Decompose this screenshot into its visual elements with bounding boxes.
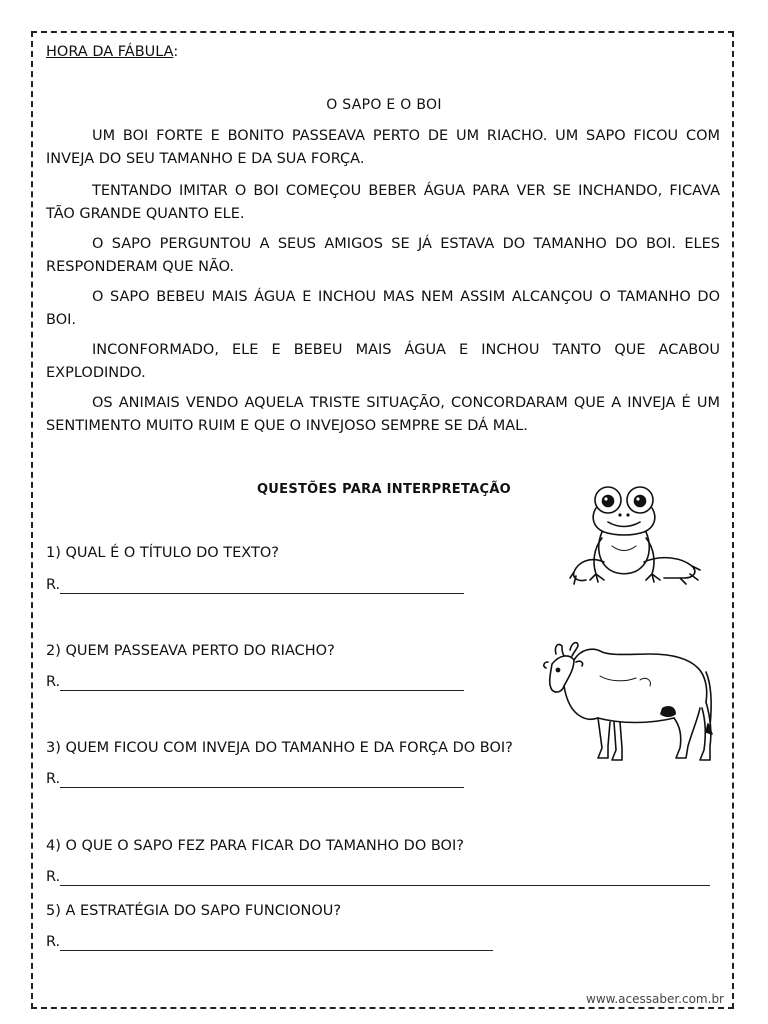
question-4: 4) O QUE O SAPO FEZ PARA FICAR DO TAMANHO DO BOI? (46, 838, 464, 854)
question-1: 1) QUAL É O TÍTULO DO TEXTO? (46, 545, 279, 561)
footer-site: www.acessaber.com.br (586, 992, 724, 1006)
story-paragraph-1: UM BOI FORTE E BONITO PASSEAVA PERTO DE UM RIACHO. UM SAPO FICOU COM INVEJA DO SEU TAMANHO E DA SUA FORÇA. (46, 128, 720, 167)
story-paragraph-5: INCONFORMADO, ELE E BEBEU MAIS ÁGUA E INCHOU TANTO QUE ACABOU EXPLODINDO. (46, 342, 720, 381)
question-5: 5) A ESTRATÉGIA DO SAPO FUNCIONOU? (46, 903, 342, 919)
story-paragraph-6: OS ANIMAIS VENDO AQUELA TRISTE SITUAÇÃO, CONCORDARAM QUE A INVEJA É UM SENTIMENTO MUITO RUIM E QUE O INVEJOSO SEMPRE SE DÁ MAL. (46, 395, 720, 434)
answer-prefix: R. (46, 771, 61, 787)
frog-illustration (568, 482, 704, 588)
story-title: O SAPO E O BOI (326, 97, 442, 113)
answer-prefix: R. (46, 577, 61, 593)
question-2: 2) QUEM PASSEAVA PERTO DO RIACHO? (46, 643, 335, 659)
header-colon: : (173, 44, 179, 60)
questions-title: QUESTÕES PARA INTERPRETAÇÃO (256, 482, 512, 497)
answer-line-3[interactable] (46, 771, 464, 788)
answer-prefix: R. (46, 934, 61, 950)
answer-line-5[interactable] (46, 934, 493, 951)
answer-prefix: R. (46, 674, 61, 690)
answer-prefix: R. (46, 869, 61, 885)
ox-illustration (540, 636, 715, 764)
answer-line-2[interactable] (46, 674, 464, 691)
header-label: HORA DA FÁBULA (46, 44, 174, 60)
question-3: 3) QUEM FICOU COM INVEJA DO TAMANHO E DA FORÇA DO BOI? (46, 740, 513, 756)
story-paragraph-3: O SAPO PERGUNTOU A SEUS AMIGOS SE JÁ ESTAVA DO TAMANHO DO BOI. ELES RESPONDERAM QUE NÃO. (46, 236, 720, 275)
story-paragraph-4: O SAPO BEBEU MAIS ÁGUA E INCHOU MAS NEM ASSIM ALCANÇOU O TAMANHO DO BOI. (46, 289, 720, 328)
story-paragraph-2: TENTANDO IMITAR O BOI COMEÇOU BEBER ÁGUA PARA VER SE INCHANDO, FICAVA TÃO GRANDE QUANTO ELE. (46, 183, 720, 222)
answer-line-1[interactable] (46, 577, 464, 594)
answer-line-4[interactable] (46, 869, 710, 886)
section-header (46, 44, 178, 61)
